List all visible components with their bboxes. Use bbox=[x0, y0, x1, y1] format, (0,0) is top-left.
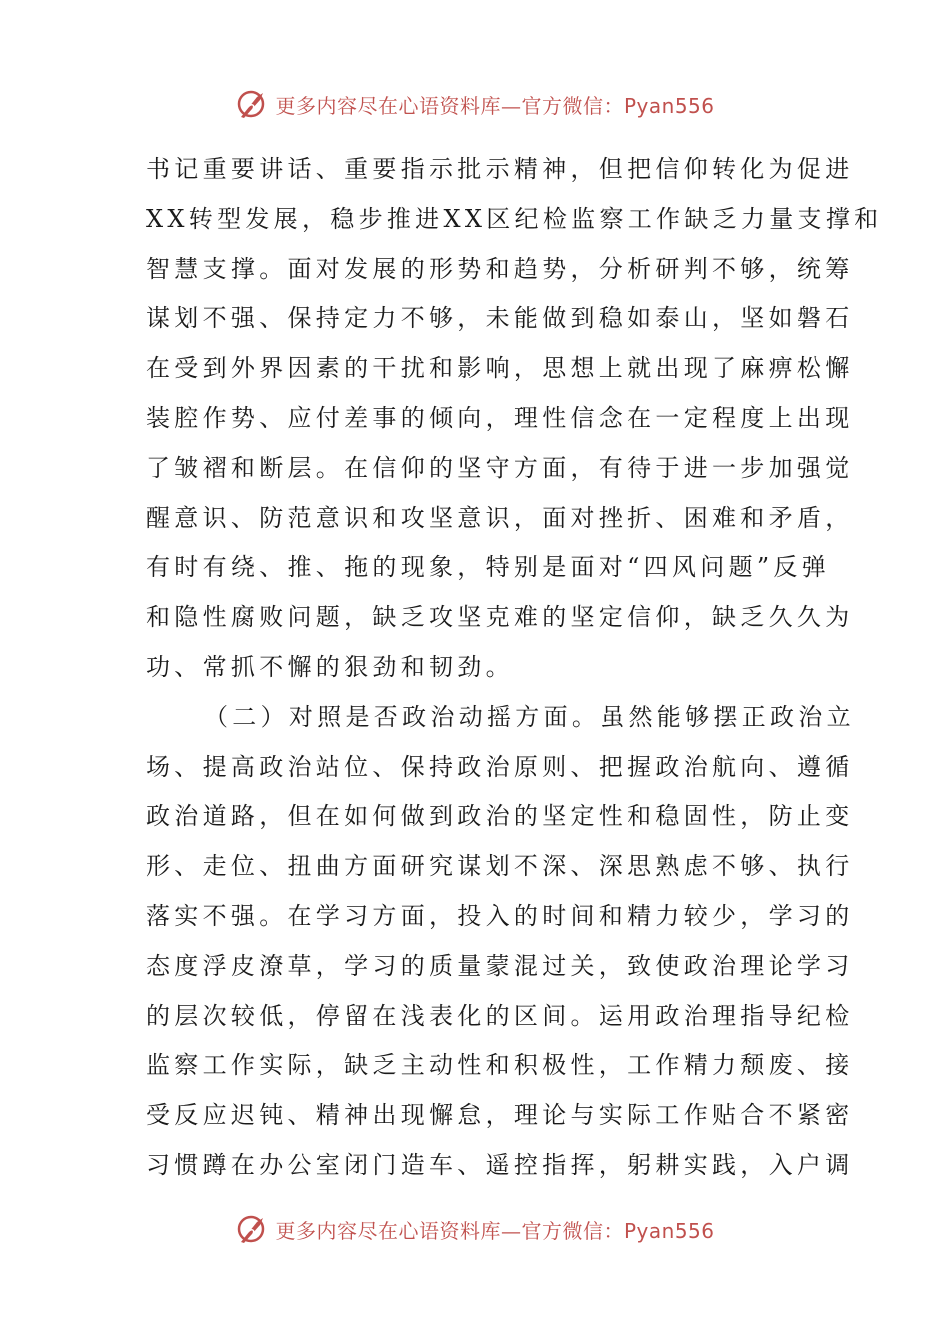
text-line: 形、走位、扭曲方面研究谋划不深、深思熟虑不够、执行 bbox=[146, 852, 854, 881]
text-line: 落实不强。在学习方面，投入的时间和精力较少，学习的 bbox=[146, 901, 854, 930]
text-line: 政治道路，但在如何做到政治的坚定性和稳固性，防止变 bbox=[146, 802, 854, 831]
text-line: 谋划不强、保持定力不够，未能做到稳如泰山，坚如磐石 bbox=[146, 304, 854, 333]
text-line: 受反应迟钝、精神出现懈怠，理论与实际工作贴合不紧密 bbox=[146, 1101, 854, 1130]
text-line: 装腔作势、应付差事的倾向，理性信念在一定程度上出现 bbox=[146, 403, 854, 432]
text-line: 习惯蹲在办公室闭门造车、遥控指挥，躬耕实践，入户调 bbox=[146, 1150, 854, 1179]
text-line: 了皱褶和断层。在信仰的坚守方面，有待于进一步加强觉 bbox=[146, 453, 854, 482]
text-line: 书记重要讲话、重要指示批示精神，但把信仰转化为促进 bbox=[146, 155, 854, 183]
text-line: 场、提高政治站位、保持政治原则、把握政治航向、遵循 bbox=[146, 752, 854, 781]
watermark-wechat-id: Pyan556 bbox=[623, 93, 715, 118]
text-line: 有时有绕、推、拖的现象，特别是面对“四风问题”反弹 bbox=[146, 553, 831, 582]
text-line: 在受到外界因素的干扰和影响，思想上就出现了麻痹松懈 bbox=[146, 354, 854, 383]
watermark-label: 更多内容尽在心语资料库—官方微信： bbox=[275, 1218, 624, 1243]
text-line: 醒意识、防范意识和攻坚意识，面对挫折、困难和矛盾， bbox=[146, 503, 854, 532]
text-line: 智慧支撑。面对发展的形势和趋势，分析研判不够，统筹 bbox=[146, 254, 854, 283]
text-line: 态度浮皮潦草，学习的质量蒙混过关，致使政治理论学习 bbox=[146, 951, 854, 980]
text-line: XX转型发展，稳步推进XX区纪检监察工作缺乏力量支撑和 bbox=[146, 204, 883, 233]
watermark-footer bbox=[0, 1209, 950, 1249]
text-line: 和隐性腐败问题，缺乏攻坚克难的坚定信仰，缺乏久久为 bbox=[146, 603, 854, 632]
text-line: 功、常抓不懈的狠劲和韧劲。 bbox=[146, 652, 514, 681]
text-line: 监察工作实际，缺乏主动性和积极性，工作精力颓废、接 bbox=[146, 1051, 854, 1080]
watermark-header bbox=[0, 84, 950, 124]
section-heading-line: （二）对照是否政治动摇方面。虽然能够摆正政治立 bbox=[204, 702, 855, 731]
watermark-text bbox=[275, 1215, 714, 1244]
watermark-text bbox=[275, 90, 714, 119]
text-line: 的层次较低，停留在浅表化的区间。运用政治理指导纪检 bbox=[146, 1001, 854, 1030]
document-body bbox=[146, 145, 883, 1191]
pen-logo-icon bbox=[235, 1212, 269, 1246]
watermark-wechat-id: Pyan556 bbox=[623, 1218, 715, 1243]
pen-logo-icon bbox=[235, 87, 269, 121]
watermark-label: 更多内容尽在心语资料库—官方微信： bbox=[275, 93, 624, 118]
